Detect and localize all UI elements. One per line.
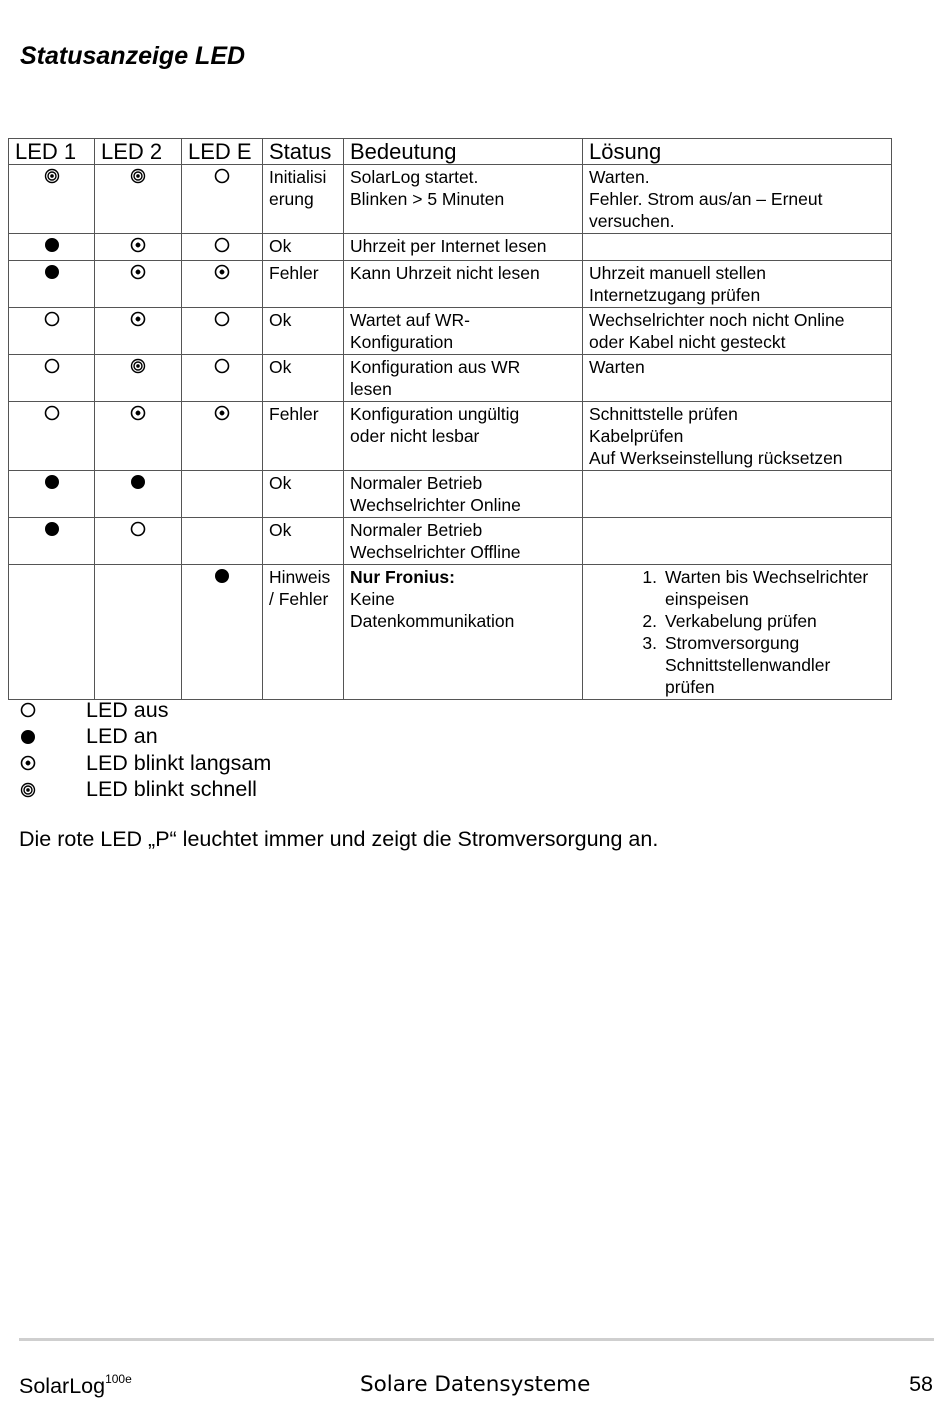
- header-led2: LED 2: [95, 139, 182, 165]
- status-text: Initialisi erung: [269, 167, 327, 209]
- status-cell: [263, 471, 344, 518]
- solution-text: Warten: [589, 357, 645, 377]
- list-item: [589, 566, 885, 610]
- meaning-text: SolarLog startet. Blinken > 5 Minuten: [350, 167, 505, 209]
- legend-label: LED an: [86, 724, 158, 749]
- table-row: [9, 471, 892, 518]
- led-fast-blink-icon: [20, 782, 36, 798]
- led-legend: [20, 697, 271, 803]
- table-row: [9, 308, 892, 355]
- legend-label: LED blinkt schnell: [86, 777, 257, 802]
- table-row: [9, 165, 892, 234]
- solution-cell: [583, 261, 892, 308]
- meaning-text: Konfiguration ungültig oder nicht lesbar: [350, 404, 520, 446]
- led-on-icon: [214, 568, 230, 584]
- meaning-cell: [344, 308, 583, 355]
- lede-cell: [182, 565, 263, 700]
- lede-cell: [182, 165, 263, 234]
- meaning-text: Uhrzeit per Internet lesen: [350, 236, 547, 256]
- led-on-icon: [20, 729, 36, 745]
- led1-cell: [9, 565, 95, 700]
- table-row: [9, 402, 892, 471]
- legend-item: [20, 697, 271, 724]
- solution-text: Uhrzeit manuell stellen Internetzugang prüfen: [589, 263, 767, 305]
- led-fast-blink-icon: [20, 782, 86, 798]
- footer-divider: [19, 1338, 934, 1341]
- led-slow-blink-icon: [130, 311, 146, 327]
- solution-text: Wechselrichter noch nicht Online oder Kabel nicht gesteckt: [589, 310, 845, 352]
- solution-cell: [583, 402, 892, 471]
- led-off-icon: [20, 702, 86, 718]
- led-slow-blink-icon: [130, 264, 146, 280]
- meaning-text: Wartet auf WR- Konfiguration: [350, 310, 470, 352]
- legend-item: [20, 724, 271, 751]
- lede-cell: [182, 261, 263, 308]
- led1-cell: [9, 518, 95, 565]
- header-lede: LED E: [182, 139, 263, 165]
- led2-cell: [95, 471, 182, 518]
- led2-cell: [95, 165, 182, 234]
- led-slow-blink-icon: [20, 755, 86, 771]
- solution-cell: [583, 234, 892, 261]
- step-number: 3.: [642, 633, 657, 653]
- led1-cell: [9, 471, 95, 518]
- product-model: 100e: [105, 1372, 132, 1386]
- led-off-icon: [44, 358, 60, 374]
- led-off-icon: [20, 702, 36, 718]
- led2-cell: [95, 261, 182, 308]
- led-fast-blink-icon: [130, 358, 146, 374]
- led2-cell: [95, 308, 182, 355]
- list-item: [589, 610, 885, 632]
- status-cell: [263, 565, 344, 700]
- page-number: 58: [909, 1372, 933, 1396]
- led2-cell: [95, 234, 182, 261]
- legend-item: [20, 750, 271, 777]
- status-text: Fehler: [269, 404, 319, 424]
- solution-cell: [583, 565, 892, 700]
- status-text: Fehler: [269, 263, 319, 283]
- legend-label: LED aus: [86, 697, 169, 722]
- status-cell: [263, 402, 344, 471]
- table-header-row: [9, 139, 892, 165]
- status-cell: [263, 518, 344, 565]
- legend-item: [20, 777, 271, 804]
- lede-cell: [182, 308, 263, 355]
- meaning-cell: [344, 355, 583, 402]
- step-text: Warten bis Wechselrichter einspeisen: [665, 567, 869, 609]
- footer-company: Solare Datensysteme: [360, 1372, 591, 1397]
- led-icon: [214, 569, 230, 589]
- led1-cell: [9, 165, 95, 234]
- led-on-icon: [130, 474, 146, 490]
- meaning-text: Keine Datenkommunikation: [350, 589, 515, 631]
- led-on-icon: [44, 264, 60, 280]
- solution-text: Warten. Fehler. Strom aus/an – Erneut versuchen.: [589, 167, 823, 231]
- meaning-text: Normaler Betrieb Wechselrichter Online: [350, 473, 521, 515]
- led-off-icon: [44, 405, 60, 421]
- led-slow-blink-icon: [130, 405, 146, 421]
- led-slow-blink-icon: [214, 405, 230, 421]
- solution-cell: [583, 165, 892, 234]
- status-text: Ok: [269, 357, 292, 377]
- meaning-cell: [344, 402, 583, 471]
- meaning-cell: [344, 565, 583, 700]
- table-row: [9, 565, 892, 700]
- status-text: Ok: [269, 520, 292, 540]
- legend-label: LED blinkt langsam: [86, 750, 272, 775]
- led-status-table: [8, 138, 892, 700]
- step-text: Stromversorgung Schnittstellenwandler prüfen: [665, 633, 831, 697]
- power-led-note: Die rote LED „P“ leuchtet immer und zeigt die Stromversorgung an.: [19, 827, 659, 851]
- status-cell: [263, 165, 344, 234]
- led2-cell: [95, 355, 182, 402]
- step-number: 1.: [642, 567, 657, 587]
- status-cell: [263, 234, 344, 261]
- led-on-icon: [20, 729, 86, 745]
- lede-cell: [182, 402, 263, 471]
- lede-cell: [182, 518, 263, 565]
- meaning-bold-text: Nur Fronius:: [350, 567, 455, 587]
- status-text: Ok: [269, 236, 292, 256]
- solution-steps-list: [589, 566, 885, 698]
- footer-product: [19, 1372, 132, 1399]
- header-status: Status: [263, 139, 344, 165]
- led2-cell: [95, 402, 182, 471]
- meaning-text: Kann Uhrzeit nicht lesen: [350, 263, 540, 283]
- page-title: Statusanzeige LED: [20, 42, 246, 70]
- solution-cell: [583, 308, 892, 355]
- led2-cell: [95, 565, 182, 700]
- table-row: [9, 518, 892, 565]
- led1-cell: [9, 308, 95, 355]
- meaning-cell: [344, 261, 583, 308]
- status-text: Ok: [269, 310, 292, 330]
- led-on-icon: [44, 474, 60, 490]
- table-row: [9, 355, 892, 402]
- status-text: Ok: [269, 473, 292, 493]
- led1-cell: [9, 261, 95, 308]
- table-row: [9, 261, 892, 308]
- led-off-icon: [44, 311, 60, 327]
- step-number: 2.: [642, 611, 657, 631]
- led-slow-blink-icon: [130, 237, 146, 253]
- led-off-icon: [214, 237, 230, 253]
- status-text: Hinweis / Fehler: [269, 567, 331, 609]
- status-cell: [263, 308, 344, 355]
- led1-cell: [9, 402, 95, 471]
- solution-cell: [583, 471, 892, 518]
- lede-cell: [182, 234, 263, 261]
- status-cell: [263, 261, 344, 308]
- led-on-icon: [44, 237, 60, 253]
- led1-cell: [9, 234, 95, 261]
- led-slow-blink-icon: [20, 755, 36, 771]
- lede-cell: [182, 471, 263, 518]
- meaning-cell: [344, 234, 583, 261]
- step-text: Verkabelung prüfen: [665, 611, 817, 631]
- led2-cell: [95, 518, 182, 565]
- led-on-icon: [44, 521, 60, 537]
- solution-cell: [583, 518, 892, 565]
- led-fast-blink-icon: [130, 168, 146, 184]
- led-off-icon: [214, 168, 230, 184]
- header-meaning: Bedeutung: [344, 139, 583, 165]
- led-slow-blink-icon: [214, 264, 230, 280]
- meaning-cell: [344, 471, 583, 518]
- lede-cell: [182, 355, 263, 402]
- led1-cell: [9, 355, 95, 402]
- header-led1: LED 1: [9, 139, 95, 165]
- led-off-icon: [130, 521, 146, 537]
- solution-cell: [583, 355, 892, 402]
- status-cell: [263, 355, 344, 402]
- led-off-icon: [214, 311, 230, 327]
- meaning-cell: [344, 165, 583, 234]
- solution-text: Schnittstelle prüfen Kabelprüfen Auf Werkseinstellung rücksetzen: [589, 404, 843, 468]
- header-solution: Lösung: [583, 139, 892, 165]
- product-name: SolarLog: [19, 1374, 106, 1398]
- led-fast-blink-icon: [44, 168, 60, 184]
- led-off-icon: [214, 358, 230, 374]
- table-row: [9, 234, 892, 261]
- meaning-text: Normaler Betrieb Wechselrichter Offline: [350, 520, 521, 562]
- meaning-cell: [344, 518, 583, 565]
- list-item: [589, 632, 885, 698]
- meaning-text: Konfiguration aus WR lesen: [350, 357, 521, 399]
